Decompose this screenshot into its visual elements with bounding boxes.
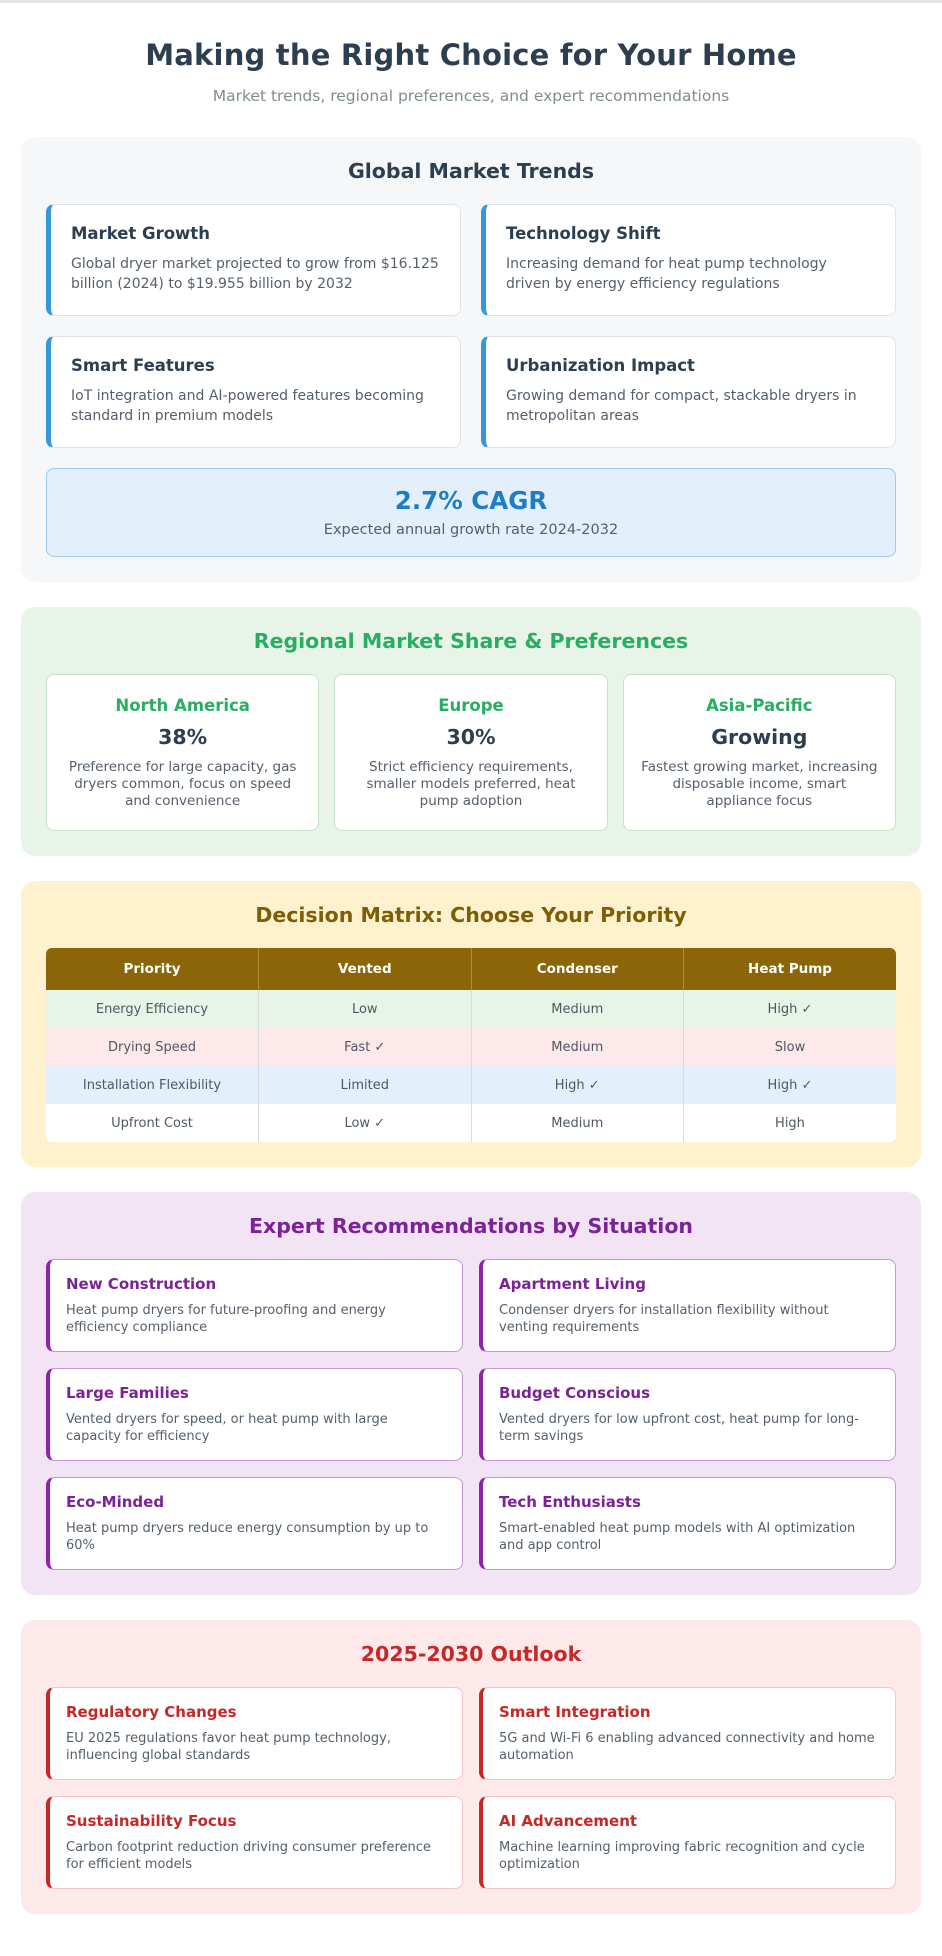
table-row bbox=[46, 990, 896, 1028]
region-share: 38% bbox=[158, 725, 208, 749]
table-row bbox=[46, 1104, 896, 1142]
outlook-card-sustainability-focus bbox=[46, 1796, 463, 1889]
outlook-title: Regulatory Changes bbox=[66, 1703, 237, 1721]
section-title: Global Market Trends bbox=[347, 159, 595, 183]
recommendation-card-budget-conscious bbox=[479, 1368, 896, 1461]
global-market-trends-section bbox=[21, 137, 921, 582]
table-cell: Fast ✓ bbox=[259, 1028, 472, 1066]
column-header-condenser: Condenser bbox=[471, 948, 684, 990]
table-cell: High ✓ bbox=[471, 1066, 684, 1104]
recommendation-text: Condenser dryers for installation flexibility without venting requirements bbox=[499, 1303, 829, 1335]
region-share: Growing bbox=[711, 725, 808, 749]
recommendation-card-tech-enthusiasts bbox=[479, 1477, 896, 1570]
trend-card-title: Market Growth bbox=[71, 224, 210, 243]
recommendation-text: Smart-enabled heat pump models with AI optimization and app control bbox=[499, 1521, 856, 1553]
decision-matrix-table bbox=[46, 948, 896, 1142]
outlook-card-smart-integration bbox=[479, 1687, 896, 1780]
trend-card-smart-features bbox=[46, 336, 461, 448]
expert-recommendations-section bbox=[21, 1192, 921, 1595]
recommendation-card-apartment-living bbox=[479, 1259, 896, 1352]
outlook-card-ai-advancement bbox=[479, 1796, 896, 1889]
trend-card-technology-shift bbox=[481, 204, 896, 316]
recommendation-title: Eco-Minded bbox=[66, 1493, 165, 1511]
region-description: Preference for large capacity, gas dryers common, focus on speed and convenience bbox=[68, 759, 297, 809]
recommendation-grid bbox=[46, 1259, 896, 1570]
table-cell: Medium bbox=[471, 1028, 684, 1066]
region-name: Asia-Pacific bbox=[706, 696, 813, 715]
section-title: Decision Matrix: Choose Your Priority bbox=[255, 903, 687, 927]
recommendation-card-new-construction bbox=[46, 1259, 463, 1352]
trend-card-title: Smart Features bbox=[71, 356, 215, 375]
table-cell: Slow bbox=[684, 1028, 897, 1066]
trend-card-text: IoT integration and AI-powered features becoming standard in premium models bbox=[71, 388, 424, 424]
table-cell: Drying Speed bbox=[46, 1028, 259, 1066]
table-cell: High ✓ bbox=[684, 990, 897, 1028]
column-header-vented: Vented bbox=[259, 948, 472, 990]
region-description: Strict efficiency requirements, smaller models preferred, heat pump adoption bbox=[366, 759, 576, 809]
table-cell: Upfront Cost bbox=[46, 1104, 259, 1142]
section-title: 2025-2030 Outlook bbox=[360, 1642, 582, 1666]
column-header-priority: Priority bbox=[46, 948, 259, 990]
outlook-section bbox=[21, 1620, 921, 1914]
table-cell: Limited bbox=[259, 1066, 472, 1104]
table-header-row bbox=[46, 948, 896, 990]
table-cell: Energy Efficiency bbox=[46, 990, 259, 1028]
recommendation-card-eco-minded bbox=[46, 1477, 463, 1570]
cagr-label: Expected annual growth rate 2024-2032 bbox=[323, 522, 619, 538]
outlook-grid bbox=[46, 1687, 896, 1889]
cagr-highlight bbox=[46, 468, 896, 557]
page-subtitle: Market trends, regional preferences, and expert recommendations bbox=[212, 87, 730, 105]
trend-card-text: Increasing demand for heat pump technology driven by energy efficiency regulations bbox=[506, 256, 827, 292]
table-row bbox=[46, 1066, 896, 1104]
recommendation-title: Apartment Living bbox=[499, 1275, 646, 1293]
table-row bbox=[46, 1028, 896, 1066]
cagr-value: 2.7% CAGR bbox=[394, 486, 548, 515]
region-card-north-america bbox=[46, 674, 319, 831]
recommendation-text: Vented dryers for speed, or heat pump with large capacity for efficiency bbox=[66, 1412, 388, 1444]
recommendation-text: Heat pump dryers reduce energy consumption by up to 60% bbox=[66, 1521, 429, 1553]
outlook-card-regulatory-changes bbox=[46, 1687, 463, 1780]
page bbox=[0, 3, 942, 1928]
outlook-title: AI Advancement bbox=[499, 1812, 638, 1830]
table-cell: Low ✓ bbox=[259, 1104, 472, 1142]
region-card-asia-pacific bbox=[623, 674, 896, 831]
page-header bbox=[21, 3, 921, 105]
region-card-europe bbox=[334, 674, 607, 831]
recommendation-title: Tech Enthusiasts bbox=[499, 1493, 641, 1511]
page-title: Making the Right Choice for Your Home bbox=[145, 38, 797, 72]
section-title: Expert Recommendations by Situation bbox=[248, 1214, 694, 1238]
outlook-title: Smart Integration bbox=[499, 1703, 651, 1721]
table-cell: Installation Flexibility bbox=[46, 1066, 259, 1104]
trend-card-text: Global dryer market projected to grow from $16.125 billion (2024) to $19.955 billion by 2032 bbox=[71, 256, 439, 292]
outlook-text: EU 2025 regulations favor heat pump technology, influencing global standards bbox=[66, 1731, 391, 1763]
recommendation-text: Vented dryers for low upfront cost, heat pump for long-term savings bbox=[499, 1412, 859, 1444]
trend-grid bbox=[46, 204, 896, 448]
regional-market-share-section bbox=[21, 607, 921, 856]
recommendation-text: Heat pump dryers for future-proofing and energy efficiency compliance bbox=[66, 1303, 386, 1335]
table-cell: Medium bbox=[471, 990, 684, 1028]
region-name: Europe bbox=[438, 696, 504, 715]
table-cell: High bbox=[684, 1104, 897, 1142]
trend-card-title: Technology Shift bbox=[506, 224, 661, 243]
column-header-heat-pump: Heat Pump bbox=[684, 948, 897, 990]
recommendation-title: New Construction bbox=[66, 1275, 217, 1293]
region-share: 30% bbox=[446, 725, 496, 749]
recommendation-title: Large Families bbox=[66, 1384, 189, 1402]
trend-card-market-growth bbox=[46, 204, 461, 316]
outlook-title: Sustainability Focus bbox=[66, 1812, 237, 1830]
region-grid bbox=[46, 674, 896, 831]
table-cell: Medium bbox=[471, 1104, 684, 1142]
outlook-text: Machine learning improving fabric recognition and cycle optimization bbox=[499, 1840, 865, 1872]
trend-card-urbanization-impact bbox=[481, 336, 896, 448]
region-name: North America bbox=[115, 696, 250, 715]
outlook-text: Carbon footprint reduction driving consumer preference for efficient models bbox=[66, 1840, 431, 1872]
trend-card-text: Growing demand for compact, stackable dryers in metropolitan areas bbox=[506, 388, 857, 424]
recommendation-title: Budget Conscious bbox=[499, 1384, 651, 1402]
decision-matrix-section bbox=[21, 881, 921, 1167]
section-title: Regional Market Share & Preferences bbox=[253, 629, 689, 653]
trend-card-title: Urbanization Impact bbox=[506, 356, 695, 375]
table-cell: Low bbox=[259, 990, 472, 1028]
table-cell: High ✓ bbox=[684, 1066, 897, 1104]
region-description: Fastest growing market, increasing disposable income, smart appliance focus bbox=[641, 759, 878, 809]
outlook-text: 5G and Wi-Fi 6 enabling advanced connectivity and home automation bbox=[499, 1731, 875, 1763]
recommendation-card-large-families bbox=[46, 1368, 463, 1461]
